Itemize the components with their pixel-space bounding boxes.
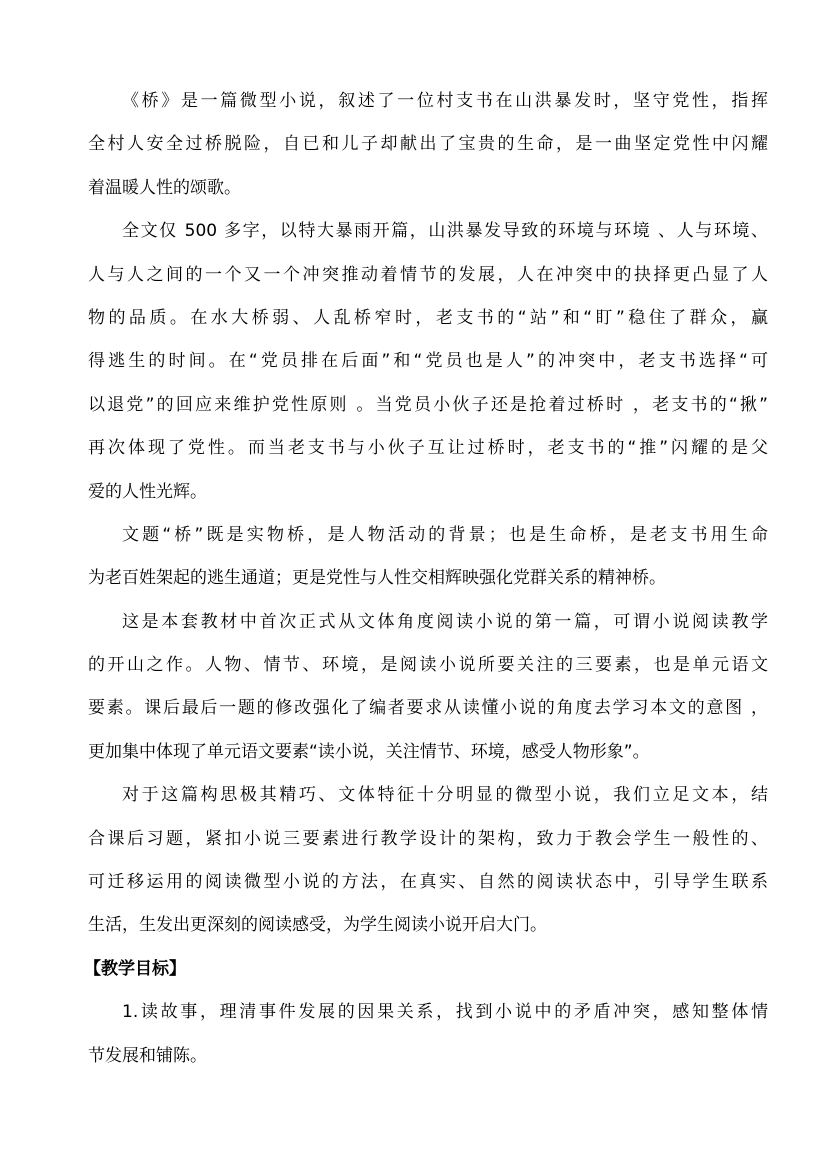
paragraph-line: 生活，生发出更深刻的阅读感受，为学生阅读小说开启大门。: [88, 915, 547, 936]
paragraph-line: 着温暖人性的颂歌。: [88, 177, 241, 198]
paragraph-line: 为老百姓架起的逃生通道；更是党性与人性交相辉映强化党群关系的精神桥。: [88, 568, 666, 589]
paragraph-line: 的开山之作。人物、情节、环境，是阅读小说所要关注的三要素，也是单元语文: [88, 655, 768, 676]
paragraph-line: 合课后习题，紧扣小说三要素进行教学设计的架构，致力于教会学生一般性的、: [88, 828, 768, 849]
objective-line: 节发展和铺陈。: [88, 1045, 207, 1066]
paragraph-line: 更加集中体现了单元语文要素“读小说，关注情节、环境，感受人物形象”。: [88, 741, 650, 762]
paragraph-line: 全村人安全过桥脱险，自已和儿子却献出了宝贵的生命，是一曲坚定党性中闪耀: [88, 134, 768, 155]
paragraph-line: 得逃生的时间。在“党员排在后面”和“党员也是人”的冲突中，老支书选择“可: [88, 351, 768, 372]
paragraph-line: 以退党”的回应来维护党性原则 。当党员小伙子还是抢着过桥时 ，老支书的“揪”: [88, 394, 768, 415]
paragraph-line: 这是本套教材中首次正式从文体角度阅读小说的第一篇，可谓小说阅读教学: [122, 611, 768, 632]
paragraph-line: 物的品质。在水大桥弱、人乱桥窄时，老支书的“站”和“盯”稳住了群众，赢: [88, 307, 768, 328]
section-heading-teaching-objectives: 【教学目标】: [84, 958, 186, 979]
paragraph-line: 可迁移运用的阅读微型小说的方法，在真实、自然的阅读状态中，引导学生联系: [88, 872, 768, 893]
objective-line: 1.读故事，理清事件发展的因果关系，找到小说中的矛盾冲突，感知整体情: [122, 1002, 768, 1023]
paragraph-line: 文题“桥”既是实物桥，是人物活动的背景；也是生命桥，是老支书用生命: [122, 524, 768, 545]
paragraph-line: 人与人之间的一个又一个冲突推动着情节的发展，人在冲突中的抉择更凸显了人: [88, 264, 768, 285]
document-page: [84, 80, 768, 1078]
paragraph-line: 再次体现了党性。而当老支书与小伙子互让过桥时，老支书的“推”闪耀的是父: [88, 438, 768, 459]
paragraph-line: 要素。课后最后一题的修改强化了编者要求从读懂小说的角度去学习本文的意图 ，: [88, 698, 768, 719]
paragraph-line: 爱的人性光辉。: [88, 481, 207, 502]
paragraph-line: 对于这篇构思极其精巧、文体特征十分明显的微型小说，我们立足文本，结: [122, 785, 768, 806]
paragraph-line: 全文仅 500 多字，以特大暴雨开篇，山洪暴发导致的环境与环境 、人与环境、: [122, 221, 768, 242]
paragraph-line: 《桥》是一篇微型小说，叙述了一位村支书在山洪暴发时，坚守党性，指挥: [122, 91, 768, 111]
